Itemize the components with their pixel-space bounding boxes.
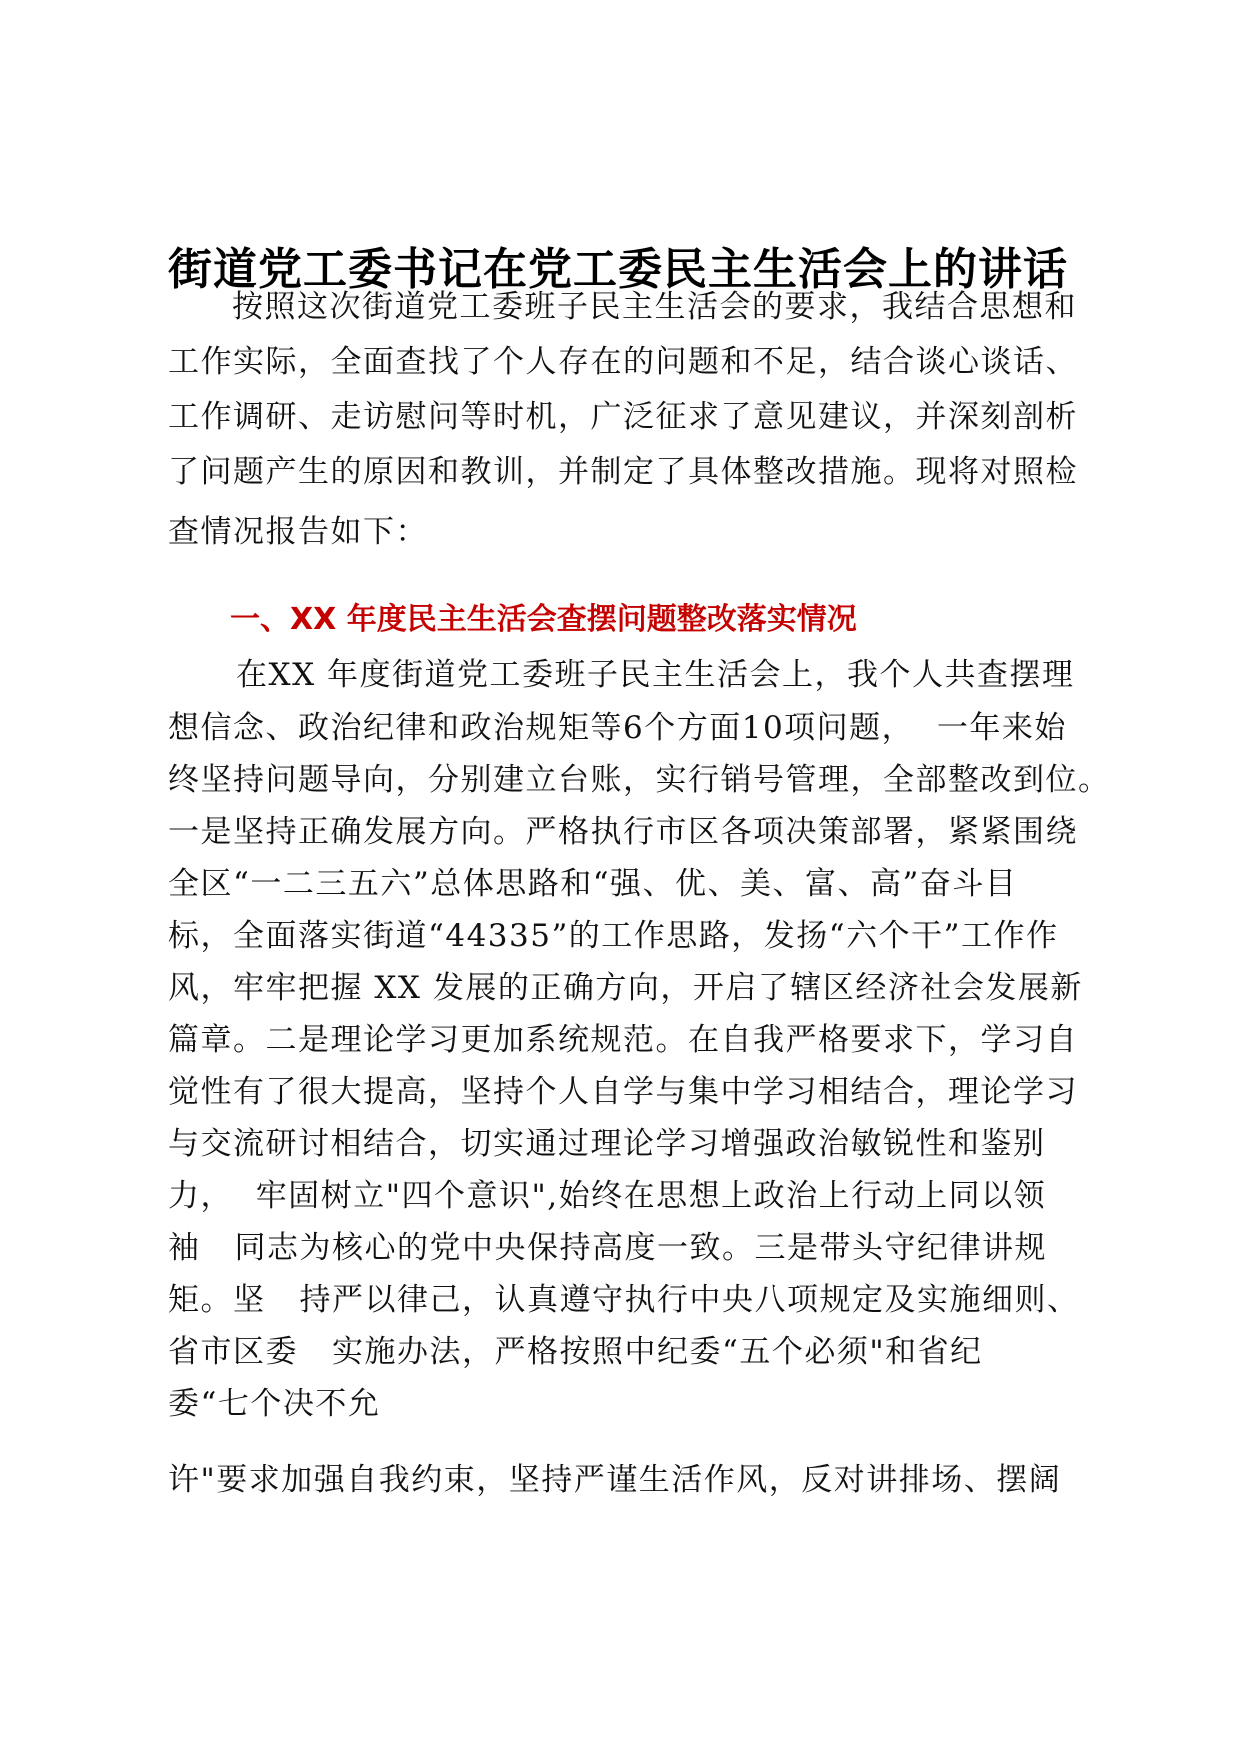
intro-line: 查情况报告如下： [168,514,428,550]
intro-line: 按照这次街道党工委班子民主生活会的要求，我结合思想和 [232,289,1077,325]
body-line: 力， 牢固树立"四个意识",始终在思想上政治上行动上同以领 [168,1178,1047,1214]
intro-line: 工作调研、走访慰问等时机，广泛征求了意见建议，并深刻剖析 [168,399,1078,435]
body-line: 许"要求加强自我约束，坚持严谨生活作风，反对讲排场、摆阔 [168,1462,1062,1498]
body-line: 一是坚持正确发展方向。严格执行市区各项决策部署，紧紧围绕 [168,814,1078,850]
body-line: 袖 同志为核心的党中央保持高度一致。三是带头守纪律讲规 [168,1230,1048,1266]
body-line: 想信念、政治纪律和政治规矩等6个方面10项问题， 一年来始 [168,710,1067,746]
body-line: 省市区委 实施办法，严格按照中纪委“五个必须"和省纪 [168,1334,983,1370]
body-line: 标，全面落实街道“44335”的工作思路，发扬“六个干”工作作 [168,918,1059,954]
body-line: 与交流研讨相结合，切实通过理论学习增强政治敏锐性和鉴别 [168,1126,1046,1162]
document-title: 街道党工委书记在党工委民主生活会上的讲话 [168,244,1068,295]
body-line: 篇章。二是理论学习更加系统规范。在自我严格要求下，学习自 [168,1022,1078,1058]
intro-line: 工作实际，全面查找了个人存在的问题和不足，结合谈心谈话、 [168,344,1078,380]
body-line: 全区“一二三五六”总体思路和“强、优、美、富、高”奋斗目 [168,866,1018,902]
body-line: 风，牢牢把握 XX 发展的正确方向，开启了辖区经济社会发展新 [168,970,1083,1006]
body-line: 觉性有了很大提高，坚持个人自学与集中学习相结合，理论学习 [168,1074,1078,1110]
section-heading: 一、XX 年度民主生活会查摆问题整改落实情况 [230,602,857,637]
body-line: 在XX 年度街道党工委班子民主生活会上，我个人共查摆理 [236,657,1075,693]
body-line: 终坚持问题导向，分别建立台账，实行销号管理，全部整改到位。 [168,762,1111,798]
body-line: 委“七个决不允 [168,1386,381,1422]
body-line: 矩。坚 持严以律己，认真遵守执行中央八项规定及实施细则、 [168,1282,1080,1318]
intro-line: 了问题产生的原因和教训，并制定了具体整改措施。现将对照检 [168,454,1078,490]
